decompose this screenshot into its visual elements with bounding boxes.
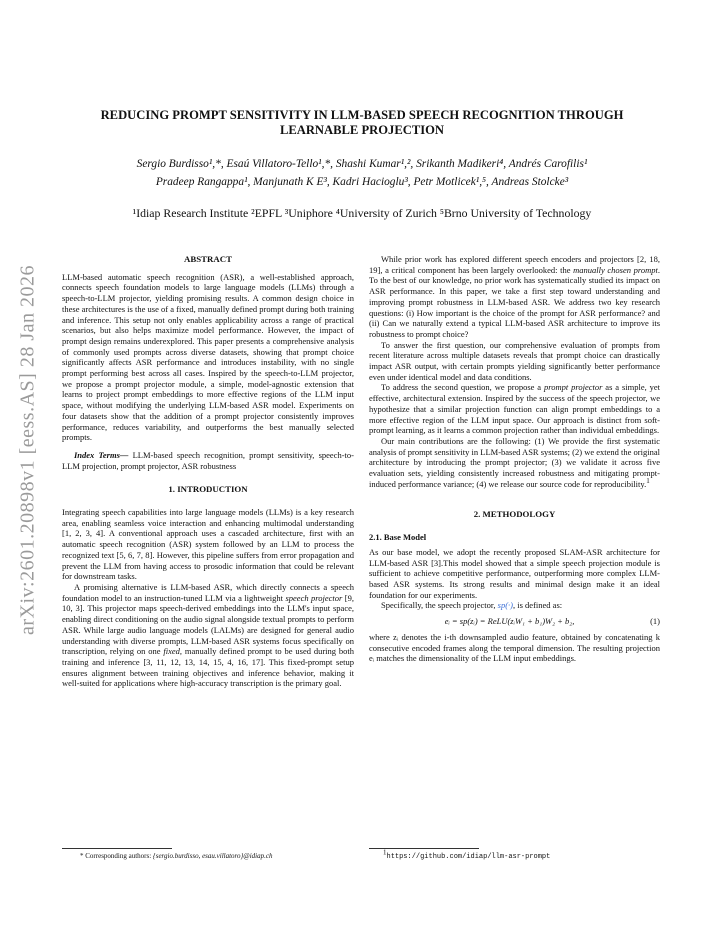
intro-paragraph-1: Integrating speech capabilities into large language models (LLMs) is a key research area, enabling seamless voice interaction and enhancing multimodal understanding [1, 2, 3, 4]. A conventional approach uses a cascaded architecture, first with an automatic speech recognition (ASR) system followed by an LLM to process the recognized text [5, 6, 7, 8]. However, this pipeline suffers from error propagation and prevent the LLM from having access to prosodic information that could be relevant for downstream tasks. bbox=[62, 507, 354, 582]
base-model-heading: 2.1. Base Model bbox=[369, 532, 427, 543]
arxiv-stamp bbox=[8, 250, 48, 650]
right-paragraph-3: To address the second question, we propose a prompt projector as a simple, yet effective, architectural extension. Inspired by the success of the speech projector, we hypothesize that a similar projection function can align prompt embeddings to a more effective region of the LLM input space. Our approach is distinct from soft-prompt learning, as it learns a common projection rather than individual embeddings. bbox=[369, 382, 661, 436]
abstract-text: LLM-based automatic speech recognition (ASR), a well-established approach, connects speech foundation models to large language models (LLMs) through a speech-to-LLM projector, yielding promising results. A common design choice in these architectures is the use of a fixed, manually defined prompt during both training and inference. This setup not only enables applicability across a range of practical scenarios, but also helps maximize model performance. However, the impact of prompt design remains underexplored. This paper presents a comprehensive analysis of commonly used prompts across diverse datasets, showing that prompt choice significantly affects ASR performance and introduces instability, with no single prompt performing best across all cases. Inspired by the speech-to-LLM projector, we propose a prompt projector module, a simple, model-agnostic extension that learns to project prompt embeddings to more effective regions of the LLM input space, without modifying the underlying LLM-based ASR model. Experiments on four datasets show that the addition of a prompt projector consistently improves performance, reduces variability, and outperforms the best manually selected prompts. bbox=[62, 271, 354, 443]
right-column bbox=[369, 254, 660, 664]
footnote-rule bbox=[62, 848, 172, 849]
footnote-ref: 1 bbox=[646, 476, 650, 485]
right-paragraph-2: To answer the first question, our comprehensive evaluation of prompts from recent literature across multiple datasets reveals that prompt choice can drastically impact ASR output, with certain prompts yielding significantly better performance even under identical model and data conditions. bbox=[369, 339, 660, 382]
speech-projector-function: sp(·) bbox=[497, 600, 514, 611]
footnote-corresponding bbox=[62, 838, 354, 861]
index-terms-label: Index Terms— bbox=[74, 449, 129, 460]
right-paragraph-1: While prior work has explored different speech encoders and projectors [2, 18, 19], a critical component has been largely overlooked: the manually chosen prompt. To the best of our knowledge, no prior work has systematically studied its impact on ASR performance. In this paper, we take a first step toward understanding and improving prompt robustness in LLM-based ASR. We address two key research questions: (i) How important is the choice of the prompt for ASR performance? and (ii) Can we naturally extend a typical LLM-based ASR architecture to improve its robustness to prompt choice? bbox=[369, 254, 660, 339]
arxiv-id: arXiv:2601.20898v1 [eess.AS] 28 Jan 2026 bbox=[16, 265, 39, 635]
abstract-heading: ABSTRACT bbox=[184, 254, 232, 264]
paper-title: REDUCING PROMPT SENSITIVITY IN LLM-BASED SPEECH RECOGNITION THROUGH LEARNABLE PROJECTION bbox=[100, 108, 624, 137]
authors-line-2: Pradeep Rangappa¹, Manjunath K E³, Kadri Hacioglu³, Petr Motlicek¹,⁵, Andreas Stolcke³ bbox=[155, 176, 569, 188]
left-column bbox=[62, 254, 354, 689]
right-paragraph-7: where zᵢ denotes the i-th downsampled audio feature, obtained by concatenating k consecutive encoded frames along the temporal dimension. The resulting projection eᵢ matches the dimensionality of the LLM input embeddings. bbox=[369, 631, 660, 664]
equation-1 bbox=[369, 616, 660, 627]
methodology-heading: 2. METHODOLOGY bbox=[473, 509, 556, 520]
right-paragraph-4: Our main contributions are the following: (1) We provide the first systematic analysis of prompt sensitivity in LLM-based ASR systems; (2) we extend the original architecture by introducing the prompt projector; (3) we validate it across five evaluation sets, yielding consistently increased robustness and mitigating prompt-induced performance variance; (4) we release our source code for reproducibility.$^1$ bbox=[369, 435, 660, 489]
right-paragraph-5: As our base model, we adopt the recently proposed SLAM-ASR architecture for LLM-based ASR [3].This model showed that a simple speech projection module is sufficient to achieve competitive performance, outperforming more complex LLM-based ASR systems. Its strong results and minimal design make it an ideal foundation for our experiments. bbox=[369, 546, 660, 600]
index-terms-text: LLM-based speech recognition, prompt sensitivity, speech-to-LLM projection, prompt projector, ASR robustness bbox=[62, 449, 354, 471]
authors-line-1: Sergio Burdisso¹,*, Esaú Villatoro-Tello¹,*, Shashi Kumar¹,², Srikanth Madikeri⁴, Andrés Carofilis¹ bbox=[136, 158, 588, 170]
footnote-url-link[interactable]: https://github.com/idiap/llm-asr-prompt bbox=[386, 853, 551, 861]
footnote-url-number: 1 bbox=[383, 848, 387, 857]
right-paragraph-6: Specifically, the speech projector, sp(·), is defined as: bbox=[381, 600, 563, 611]
index-terms bbox=[62, 450, 354, 471]
equation-body: eᵢ = sp(zᵢ) = ReLU(zᵢW₁ + b₁)W₂ + b₂, bbox=[444, 616, 575, 627]
footnote-emails: {sergio.burdisso, esau.villatoro}@idiap.ch bbox=[152, 852, 273, 860]
introduction-heading: 1. INTRODUCTION bbox=[168, 484, 248, 495]
intro-paragraph-2: A promising alternative is LLM-based ASR, which directly connects a speech foundation model to an instruction-tuned LLM via a lightweight speech projector [9, 10, 3]. This projector maps speech-derived embeddings into the LLM's input space, enabling direct conditioning on the audio signal alongside textual prompts to perform ASR. While large audio language models (LALMs) are designed for general audio understanding with diverse prompts, LLM-based ASR systems focus specifically on transcription, relying on one fixed, manually defined prompt to be used during both training and inference [3, 11, 12, 13, 14, 15, 4, 16, 17]. This fixed-prompt setup ensures alignment between training objectives and inference behavior, making it well-suited for applications where high-accuracy transcription is the primary goal. bbox=[62, 581, 354, 689]
equation-number: (1) bbox=[650, 616, 660, 627]
footnote-label: * Corresponding authors: bbox=[80, 852, 153, 860]
affiliations: ¹Idiap Research Institute ²EPFL ³Uniphore ⁴University of Zurich ⁵Brno University of Technology bbox=[132, 206, 592, 220]
footnote-url bbox=[369, 838, 660, 862]
